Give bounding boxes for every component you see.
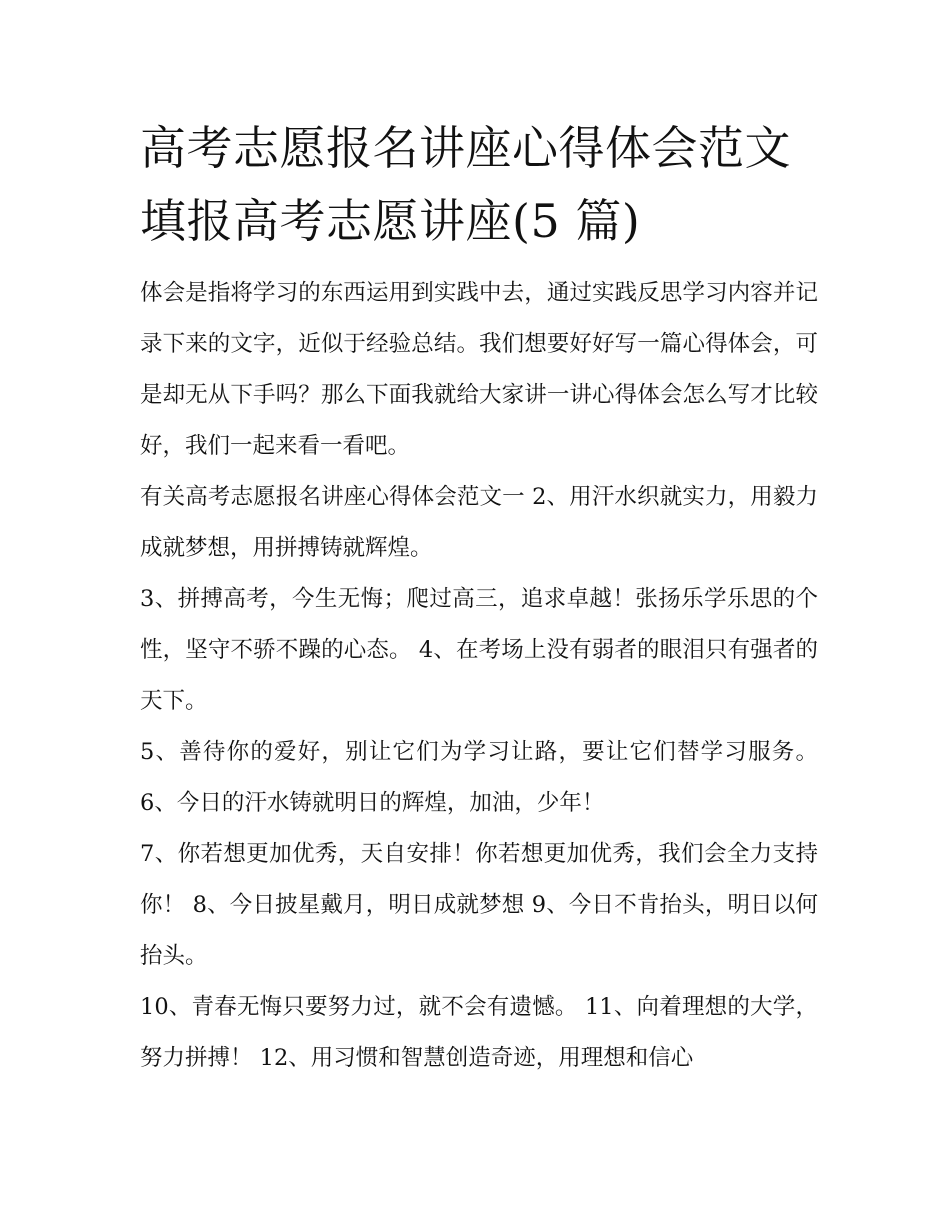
paragraph-intro: 体会是指将学习的东西运用到实践中去，通过实践反思学习内容并记录下来的文字，近似于经验总结。我们想要好好写一篇心得体会，可是却无从下手吗？那么下面我就给大家讲一讲心得体会怎么写才比较好，我们一起来看一看吧。 (140, 280, 818, 459)
document-title: 高考志愿报名讲座心得体会范文 填报高考志愿讲座(5 篇) (140, 121, 791, 248)
paragraph-1: 有关高考志愿报名讲座心得体会范文一 2、用汗水织就实力，用毅力成就梦想，用拼搏铸就辉煌。 (140, 484, 818, 561)
paragraph-3: 5、善待你的爱好，别让它们为学习让路，要让它们替学习服务。 6、今日的汗水铸就明日的辉煌，加油，少年！ (140, 739, 818, 816)
paragraph-2: 3、拼搏高考，今生无悔；爬过高三，追求卓越！张扬乐学乐思的个性，坚守不骄不躁的心态。 4、在考场上没有弱者的眼泪只有强者的天下。 (140, 586, 818, 714)
document-page (140, 112, 818, 1084)
paragraph-4: 7、你若想更加优秀，天自安排！你若想更加优秀，我们会全力支持你！ 8、今日披星戴月，明日成就梦想 9、今日不肯抬头，明日以何抬头。 (140, 841, 818, 969)
paragraph-5: 10、青春无悔只要努力过，就不会有遗憾。 11、向着理想的大学，努力拼搏！ 12、用习惯和智慧创造奇迹，用理想和信心 (140, 994, 818, 1071)
